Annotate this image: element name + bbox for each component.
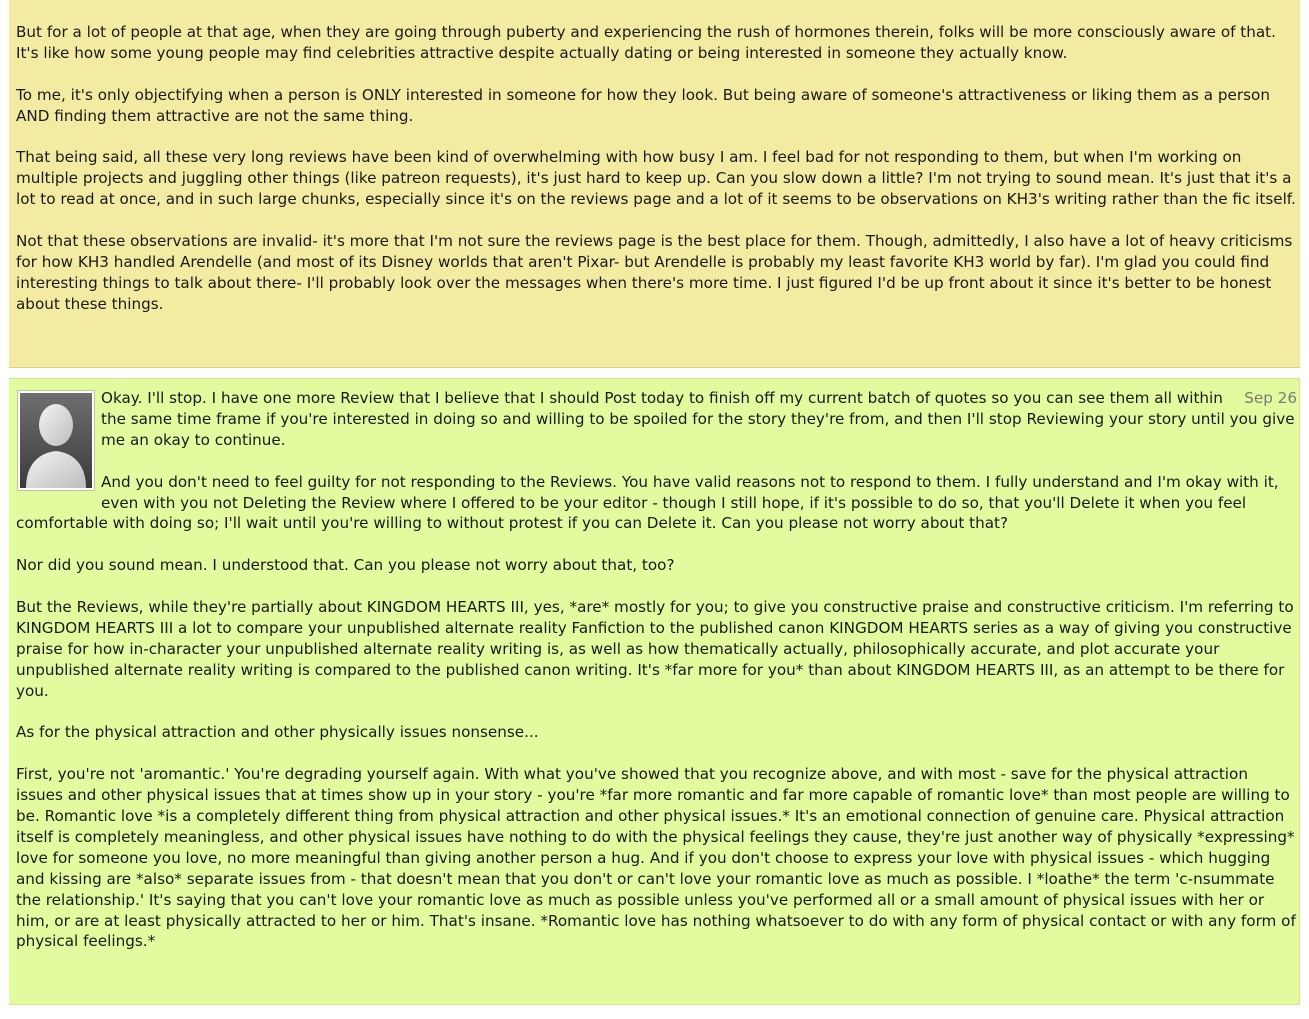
review-entry (9, 378, 1300, 1005)
author-reply (9, 0, 1300, 368)
review-paragraph: First, you're not 'aromantic.' You're degrading yourself again. With what you've showed that you recognize above, and with most - save for the physical attraction issues and other physical issues that at times show up in your story - you're *far more romantic and far more capable of romantic love* than most people are willing to be. Romantic love *is a completely different thing from physical attraction and other physical issues.* It's an emotional connection of genuine care. Physical attraction itself is completely meaningless, and other physical issues have nothing to do with the physical feelings they cause, they're just another way of physically *expressing* love for someone you love, no more meaningful than giving another person a hug. And if you don't choose to express your love with physical issues - which hugging and kissing are *also* separate issues from - that doesn't mean that you don't or can't love your romantic love as much as possible. I *loathe* the term 'c-nsummate the relationship.' It's saying that you can't love your romantic love as much as possible unless you've performed all or a small amount of physical issues with her or him, or are at least physically attracted to her or him. That's insane. *Romantic love has nothing whatsoever to do with any form of physical contact or with any form of physical feelings.* (16, 765, 1296, 951)
author-reply-paragraph: That being said, all these very long reviews have been kind of overwhelming with how busy I am. I feel bad for not responding to them, but when I'm working on multiple projects and juggling other things (like patreon requests), it's just hard to keep up. Can you slow down a little? I'm not trying to sound mean. It's just that it's a lot to read at once, and in such large chunks, especially since it's on the reviews page and a lot of it seems to be observations on KH3's writing rather than the fic itself. (16, 148, 1296, 209)
review-paragraph: As for the physical attraction and other physically issues nonsense... (16, 723, 539, 742)
author-reply-paragraph: Not that these observations are invalid- it's more that I'm not sure the reviews page is the best place for them. Though, admittedly, I also have a lot of heavy criticisms for how KH3 handled Arendelle (and most of its Disney worlds that aren't Pixar- but Arendelle is probably my least favorite KH3 world by far). I'm glad you could find interesting things to talk about there- I'll probably look over the messages when there's more time. I just figured I'd be up front about it since it's better to be honest about these things. (16, 232, 1293, 313)
avatar[interactable] (17, 390, 95, 491)
author-reply-paragraph: To me, it's only objectifying when a person is ONLY interested in someone for how they look. But being aware of someone's attractiveness or liking them as a person AND finding them attractive are not the same thing. (16, 85, 1270, 125)
default-user-silhouette-icon (20, 393, 92, 488)
review-paragraph: Nor did you sound mean. I understood that. Can you please not worry about that, too? (16, 556, 675, 575)
review-date: Sep 26 (1244, 389, 1297, 407)
review-paragraph: And you don't need to feel guilty for not responding to the Reviews. You have valid reasons not to respond to them. I fully understand and I'm okay with it, even with you not Deleting the Review where I offered to be your editor - though I still hope, if it's possible to do so, that you'll Delete it when you feel comfortable with doing so; I'll wait until you're willing to without protest if you can Delete it. Can you please not worry about that? (16, 472, 1279, 533)
author-reply-paragraph: But for a lot of people at that age, when they are going through puberty and experiencing the rush of hormones therein, folks will be more consciously aware of that. It's like how some young people may find celebrities attractive despite actually dating or being interested in someone they actually know. (16, 23, 1276, 62)
review-paragraph: But the Reviews, while they're partially about KINGDOM HEARTS III, yes, *are* mostly for you; to give you constructive praise and constructive criticism. I'm referring to KINGDOM HEARTS III a lot to compare your unpublished alternate reality Fanfiction to the published canon KINGDOM HEARTS series as a way of giving you constructive praise for how in-character your unpublished alternate reality writing is, as well as how thematically actually, philosophically accurate, and plot accurate your unpublished alternate reality writing is compared to the published canon writing. It's *far more for you* than about KINGDOM HEARTS III, as an attempt to be there for you. (16, 598, 1294, 700)
review-paragraph: Okay. I'll stop. I have one more Review that I believe that I should Post today to finish off my current batch of quotes so you can see them all within the same time frame if you're interested in doing so and willing to be spoiled for the story they're from, and then I'll stop Reviewing your story until you give me an okay to continue. (101, 389, 1295, 449)
